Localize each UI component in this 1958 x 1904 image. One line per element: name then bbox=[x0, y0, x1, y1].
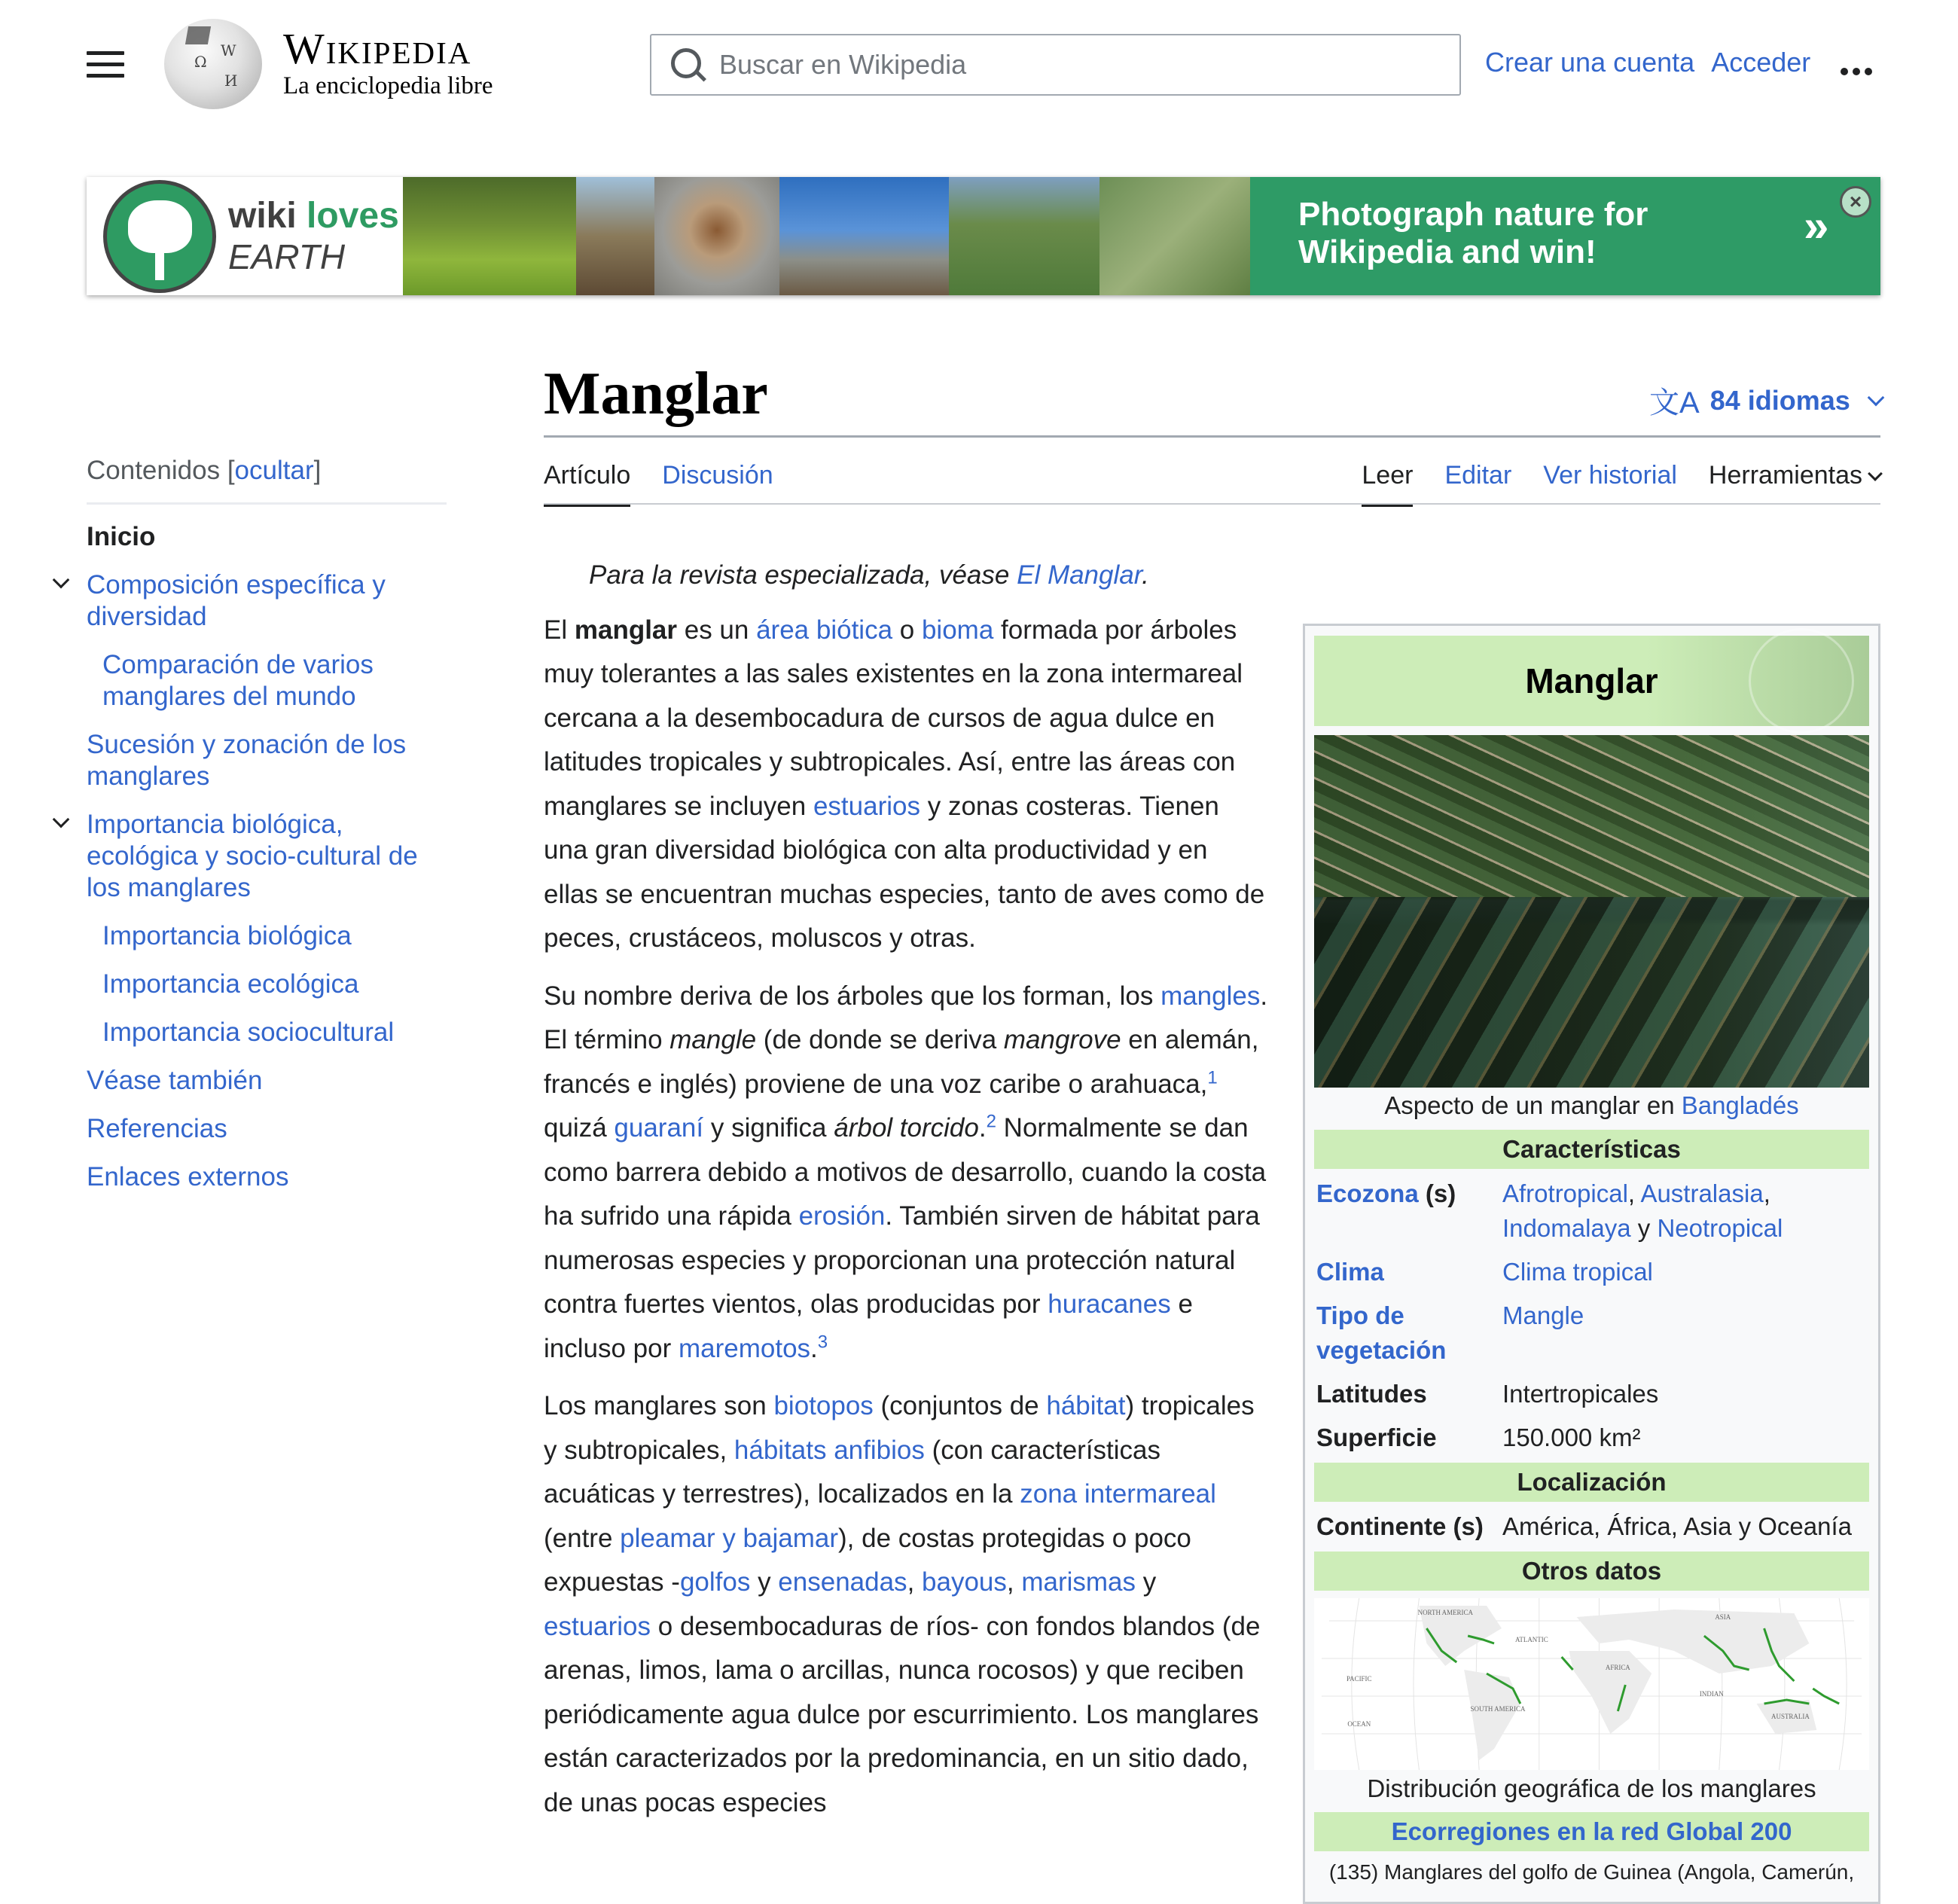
article-link[interactable]: hábitat bbox=[1046, 1391, 1126, 1420]
article-link[interactable]: mangles bbox=[1160, 981, 1261, 1011]
text-run: (con características acuáticas y terrestres), localizados en la bbox=[544, 1435, 1161, 1509]
row-clima bbox=[1314, 1250, 1869, 1294]
separator: , bbox=[1627, 1179, 1641, 1207]
paragraph-1 bbox=[544, 609, 1268, 961]
photo-caption-text: Aspecto de un manglar en bbox=[1384, 1091, 1682, 1119]
toc-item-referencias[interactable]: Referencias bbox=[87, 1114, 227, 1143]
tabs-divider bbox=[544, 503, 1880, 505]
text-run: Los manglares son bbox=[544, 1391, 774, 1420]
toc-item-composicion[interactable] bbox=[87, 569, 447, 633]
text-run: Normalmente se dan como barrera debido a motivos de desarrollo, cuando la costa ha sufrido una rápida bbox=[544, 1113, 1267, 1231]
hatnote-link[interactable]: El Manglar bbox=[1017, 560, 1142, 590]
text-run: o bbox=[892, 615, 922, 645]
italic-term: mangle bbox=[669, 1025, 757, 1054]
map-label: OCEAN bbox=[1347, 1719, 1371, 1729]
section-characteristics: Características bbox=[1314, 1130, 1869, 1169]
photo-caption bbox=[1314, 1089, 1869, 1122]
toc-bracket-close: ] bbox=[313, 456, 322, 485]
reference-link[interactable]: 3 bbox=[817, 1331, 828, 1352]
row-superficie bbox=[1314, 1416, 1869, 1460]
infobox-title bbox=[1314, 636, 1869, 726]
clima-value-link[interactable]: Clima tropical bbox=[1502, 1258, 1653, 1286]
main-menu-button[interactable] bbox=[87, 51, 124, 78]
text-run: y significa bbox=[703, 1113, 834, 1143]
tools-label: Herramientas bbox=[1708, 461, 1862, 490]
text-run: , bbox=[907, 1567, 923, 1597]
text-run: (de donde se deriva bbox=[756, 1025, 1004, 1054]
paragraph-2 bbox=[544, 975, 1268, 1372]
article-link[interactable]: marismas bbox=[1021, 1567, 1136, 1597]
infobox bbox=[1303, 624, 1880, 1904]
afrotropical-link[interactable]: Afrotropical bbox=[1502, 1179, 1628, 1207]
wle-brand-wiki: wiki bbox=[228, 196, 297, 236]
table-of-contents bbox=[87, 456, 447, 1193]
italic-term: árbol torcido bbox=[834, 1113, 979, 1143]
text-run: El bbox=[544, 615, 575, 645]
hatnote bbox=[544, 554, 1268, 598]
latitudes-value: Intertropicales bbox=[1502, 1380, 1659, 1408]
toc-item-importancia[interactable] bbox=[87, 809, 447, 904]
indomalaya-link[interactable]: Indomalaya bbox=[1502, 1214, 1631, 1242]
mangle-link[interactable]: Mangle bbox=[1502, 1301, 1584, 1329]
toc-item-importancia-sociocultural[interactable]: Importancia sociocultural bbox=[102, 1018, 395, 1047]
chevron-down-icon bbox=[1868, 466, 1883, 481]
banner-photo-ruins bbox=[576, 177, 654, 295]
row-continente bbox=[1314, 1505, 1869, 1549]
text-run: . bbox=[978, 1113, 987, 1143]
separator: , bbox=[1763, 1179, 1770, 1207]
view-tabs bbox=[1362, 461, 1880, 507]
text-run: o desembocaduras de ríos- con fondos blandos (de arenas, limos, lama o arcillas, nunca rocosos) y que reciben periódicamente agua dulce por escurrimiento. Los manglares están caracterizados por la predominancia, en un sitio dado, de unas pocas especies bbox=[544, 1611, 1261, 1817]
article-link[interactable]: estuarios bbox=[544, 1611, 651, 1641]
wikipedia-globe-icon: Ω W И bbox=[164, 19, 262, 109]
search-box[interactable] bbox=[650, 34, 1461, 96]
toc-bracket-open: [ bbox=[227, 456, 235, 485]
toc-item-importancia-ecologica[interactable]: Importancia ecológica bbox=[102, 969, 359, 999]
text-run: y bbox=[750, 1567, 779, 1597]
article-link[interactable]: área biótica bbox=[756, 615, 893, 645]
banner-photo-mushroom bbox=[654, 177, 779, 295]
section-other: Otros datos bbox=[1314, 1552, 1869, 1591]
close-icon[interactable]: × bbox=[1840, 186, 1871, 218]
reference-link[interactable]: 2 bbox=[986, 1111, 996, 1132]
text-run: . También sirven de hábitat para numerosas especies y proporcionan una protección natural contra fuertes vientos, olas producidas por bbox=[544, 1201, 1260, 1319]
article-link[interactable]: erosión bbox=[798, 1201, 886, 1231]
text-run: ) tropicales y subtropicales, bbox=[544, 1391, 1255, 1465]
clima-label-link[interactable]: Clima bbox=[1316, 1258, 1384, 1286]
banner-photo-strip bbox=[403, 177, 1250, 295]
article-link[interactable]: maremotos bbox=[678, 1333, 811, 1363]
tools-dropdown[interactable] bbox=[1709, 461, 1880, 507]
bold-term: manglar bbox=[574, 615, 678, 645]
toc-item-importancia-biologica[interactable]: Importancia biológica bbox=[102, 921, 352, 950]
toc-item-vease-tambien[interactable]: Véase también bbox=[87, 1066, 263, 1095]
wiki-loves-earth-banner[interactable] bbox=[87, 177, 1880, 295]
text-run: ), de costas protegidas o poco expuestas - bbox=[544, 1523, 1191, 1597]
text-run: (entre bbox=[544, 1523, 621, 1553]
section-location: Localización bbox=[1314, 1463, 1869, 1502]
chevron-down-icon[interactable] bbox=[53, 572, 70, 589]
wikipedia-tagline: La enciclopedia libre bbox=[283, 72, 493, 99]
text-run: y zonas costeras. Tienen una gran diversidad biológica con alta productividad y en ellas se encuentran muchas especies, tanto de aves como de peces, crustáceos, moluscos y otras. bbox=[544, 791, 1265, 953]
infobox-title-text: Manglar bbox=[1525, 661, 1658, 700]
mangrove-photo[interactable] bbox=[1314, 735, 1869, 1088]
article-body bbox=[544, 554, 1268, 1838]
ecozona-link[interactable]: Ecozona bbox=[1316, 1179, 1419, 1207]
language-icon: 文A bbox=[1649, 386, 1700, 420]
neotropical-link[interactable]: Neotropical bbox=[1657, 1214, 1783, 1242]
page-title: Manglar bbox=[544, 361, 768, 427]
banner-photo-flowers bbox=[949, 177, 1099, 295]
toc-item-label: Composición específica y diversidad bbox=[87, 570, 386, 631]
text-run: y bbox=[1136, 1567, 1157, 1597]
bangladesh-link[interactable]: Bangladés bbox=[1681, 1091, 1799, 1119]
wle-brand-earth: EARTH bbox=[228, 237, 346, 276]
map-label: ATLANTIC bbox=[1514, 1635, 1548, 1644]
text-run: formada por árboles muy tolerantes a las sales existentes en la zona intermareal cercana a la desembocadura de cursos de agua dulce en latitudes tropicales y subtropicales. Así, entre las áreas con manglares se incluyen bbox=[544, 615, 1243, 821]
hatnote-end: . bbox=[1142, 560, 1149, 590]
map-caption: Distribución geográfica de los manglares bbox=[1367, 1774, 1816, 1802]
text-run: en alemán, francés e inglés) proviene de una voz caribe o arahuaca, bbox=[544, 1025, 1259, 1099]
text-run: es un bbox=[677, 615, 757, 645]
article-link[interactable]: bioma bbox=[921, 615, 994, 645]
text-run: , bbox=[1006, 1567, 1022, 1597]
latitudes-label: Latitudes bbox=[1316, 1380, 1427, 1408]
search-icon bbox=[669, 47, 706, 83]
toc-item-sucesion[interactable]: Sucesión y zonación de los manglares bbox=[87, 730, 407, 791]
italic-term: mangrove bbox=[1003, 1025, 1121, 1054]
wle-logo bbox=[87, 177, 403, 295]
toc-hide-link[interactable]: ocultar bbox=[234, 456, 314, 485]
continente-value: América, África, Asia y Oceanía bbox=[1502, 1512, 1853, 1540]
ecoregion-text: (135) Manglares del golfo de Guinea (Angola, Camerún, bbox=[1328, 1860, 1855, 1884]
more-options-icon[interactable] bbox=[1841, 49, 1877, 83]
language-button[interactable] bbox=[1649, 379, 1882, 422]
text-run: quizá bbox=[544, 1113, 615, 1143]
map-label: PACIFIC bbox=[1347, 1674, 1372, 1683]
tab-edit[interactable]: Editar bbox=[1444, 461, 1512, 490]
double-chevron-right-icon[interactable]: » bbox=[1804, 200, 1829, 251]
text-run: . El término bbox=[544, 981, 1268, 1054]
row-ecozona bbox=[1314, 1172, 1869, 1250]
chevron-down-icon[interactable] bbox=[53, 811, 70, 828]
login-link[interactable]: Acceder bbox=[1711, 47, 1811, 78]
banner-photo-cliffs bbox=[779, 177, 949, 295]
create-account-link[interactable]: Crear una cuenta bbox=[1485, 47, 1695, 78]
banner-cta[interactable] bbox=[1250, 177, 1880, 295]
toc-item-label: Importancia biológica, ecológica y socio-cultural de los manglares bbox=[87, 810, 418, 902]
tab-discussion[interactable]: Discusión bbox=[662, 461, 773, 490]
wikipedia-logo[interactable] bbox=[164, 19, 493, 109]
article-link[interactable]: pleamar y bajamar bbox=[620, 1523, 838, 1553]
article-link[interactable]: estuarios bbox=[813, 791, 920, 821]
row-vegetacion bbox=[1314, 1294, 1869, 1372]
search-input[interactable] bbox=[719, 49, 1459, 81]
text-run: (conjuntos de bbox=[873, 1391, 1047, 1420]
hatnote-text: Para la revista especializada, véase bbox=[589, 560, 1017, 590]
banner-cta-line1: Photograph nature for bbox=[1298, 196, 1648, 233]
ecozona-suffix: (s) bbox=[1418, 1179, 1456, 1207]
map-label: SOUTH AMERICA bbox=[1470, 1704, 1526, 1713]
toc-title: Contenidos bbox=[87, 456, 221, 485]
toc-item-inicio[interactable]: Inicio bbox=[87, 522, 156, 551]
chevron-down-icon bbox=[1867, 389, 1884, 406]
article-link[interactable]: huracanes bbox=[1048, 1289, 1171, 1319]
title-divider bbox=[544, 435, 1880, 438]
namespace-tabs bbox=[544, 461, 773, 507]
paragraph-3 bbox=[544, 1384, 1268, 1825]
text-run: . bbox=[810, 1333, 818, 1363]
wle-brand-loves: loves bbox=[307, 196, 399, 236]
wikipedia-wordmark: Wikipedia bbox=[283, 24, 472, 73]
separator: y bbox=[1630, 1214, 1658, 1242]
article-link[interactable]: biotopos bbox=[773, 1391, 874, 1420]
toc-item-comparacion[interactable]: Comparación de varios manglares del mundo bbox=[102, 650, 374, 711]
banner-photo-forest bbox=[403, 177, 576, 295]
text-run: e incluso por bbox=[544, 1289, 1193, 1363]
map-label: INDIAN bbox=[1699, 1689, 1724, 1698]
map-label: NORTH AMERICA bbox=[1417, 1608, 1473, 1617]
map-label: AFRICA bbox=[1605, 1663, 1630, 1672]
article-link[interactable]: golfos bbox=[679, 1567, 751, 1597]
toc-header bbox=[87, 456, 447, 505]
banner-cta-line2: Wikipedia and win! bbox=[1298, 233, 1597, 270]
vegetacion-label-link[interactable]: Tipo de vegetación bbox=[1316, 1301, 1447, 1364]
toc-item-enlaces-externos[interactable]: Enlaces externos bbox=[87, 1162, 289, 1192]
distribution-map[interactable] bbox=[1314, 1598, 1869, 1770]
superficie-value: 150.000 km² bbox=[1502, 1423, 1641, 1451]
article-link[interactable]: ensenadas bbox=[778, 1567, 907, 1597]
banner-photo-birds bbox=[1099, 177, 1250, 295]
continente-label: Continente (s) bbox=[1316, 1512, 1484, 1540]
language-count: 84 idiomas bbox=[1709, 384, 1850, 416]
australasia-link[interactable]: Australasia bbox=[1640, 1179, 1764, 1207]
row-latitudes bbox=[1314, 1372, 1869, 1416]
text-run: Su nombre deriva de los árboles que los forman, los bbox=[544, 981, 1161, 1011]
tree-icon bbox=[103, 180, 216, 293]
tab-history[interactable]: Ver historial bbox=[1543, 461, 1677, 490]
article-link[interactable]: bayous bbox=[922, 1567, 1007, 1597]
article-link[interactable]: guaraní bbox=[614, 1113, 704, 1143]
tab-read[interactable]: Leer bbox=[1362, 461, 1413, 507]
reference-link[interactable]: 1 bbox=[1207, 1066, 1218, 1088]
compass-icon bbox=[1749, 628, 1854, 734]
global-200-link[interactable]: Ecorregiones en la red Global 200 bbox=[1314, 1812, 1869, 1851]
map-label: ASIA bbox=[1715, 1613, 1731, 1622]
article-link[interactable]: zona intermareal bbox=[1020, 1479, 1216, 1509]
map-label: AUSTRALIA bbox=[1771, 1712, 1810, 1721]
tab-article[interactable]: Artículo bbox=[544, 461, 630, 507]
superficie-label: Superficie bbox=[1316, 1423, 1437, 1451]
article-link[interactable]: hábitats anfibios bbox=[733, 1435, 925, 1465]
